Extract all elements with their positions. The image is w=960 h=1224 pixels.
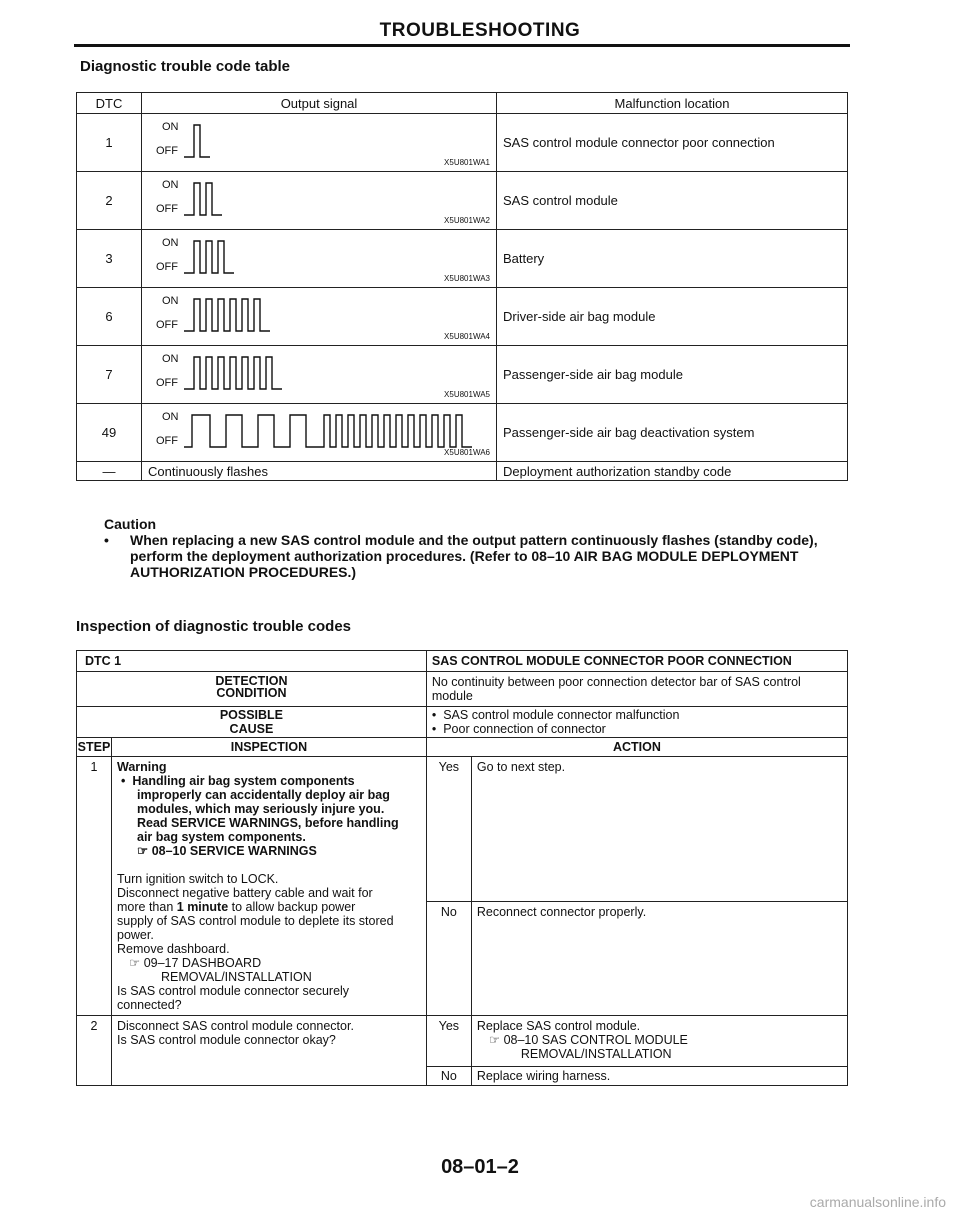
dtc-code: 7	[77, 346, 142, 404]
output-signal-cell	[142, 288, 497, 346]
malfunction-location: Battery	[497, 230, 848, 288]
caution-title: Caution	[104, 516, 157, 532]
malfunction-location: Passenger-side air bag module	[497, 346, 848, 404]
off-label: OFF	[156, 144, 178, 157]
on-label: ON	[162, 120, 179, 133]
inspection-text: Is SAS control module connector securely	[117, 984, 350, 998]
table-row	[77, 288, 848, 346]
table-row	[77, 1016, 848, 1067]
on-label: ON	[162, 352, 179, 365]
on-label: ON	[162, 294, 179, 307]
inspection-text	[117, 900, 421, 914]
figure-code: X5U801WA3	[444, 273, 490, 283]
output-signal-cell	[142, 172, 497, 230]
malfunction-location: SAS control module connector poor connection	[497, 114, 848, 172]
step1-inspection	[112, 757, 427, 1016]
off-label: OFF	[156, 434, 178, 447]
dtc-label: DTC 1	[77, 651, 427, 672]
inspection-text-part: more than	[117, 900, 177, 914]
signal-waveform-icon	[142, 289, 496, 345]
dtc-code: 6	[77, 288, 142, 346]
page-header-title: TROUBLESHOOTING	[379, 20, 581, 41]
inspection-table	[76, 650, 848, 1086]
off-label: OFF	[156, 376, 178, 389]
table-row	[77, 462, 848, 481]
possible-cause-label	[77, 707, 427, 738]
output-signal-cell	[142, 346, 497, 404]
inspection-text: Turn ignition switch to LOCK.	[117, 872, 279, 886]
detection-label-line: DETECTION	[215, 674, 288, 688]
dtc-table-header	[77, 93, 848, 114]
table-row	[77, 672, 848, 707]
inspection-text: connected?	[117, 998, 182, 1012]
warning-text: modules, which may seriously injure you.	[137, 802, 385, 816]
inspection-text-part: to allow backup power	[228, 900, 356, 914]
inspection-text: supply of SAS control module to deplete its stored	[117, 914, 394, 928]
figure-code: X5U801WA5	[444, 389, 490, 399]
step-number: 2	[77, 1016, 112, 1086]
dtc-code: 2	[77, 172, 142, 230]
figure-code: X5U801WA1	[444, 157, 490, 167]
reference-icon: ☞	[137, 844, 149, 858]
signal-waveform-icon	[142, 347, 496, 403]
malfunction-location: Driver-side air bag module	[497, 288, 848, 346]
dtc-code: 1	[77, 114, 142, 172]
warning-text: Read SERVICE WARNINGS, before handling	[137, 816, 399, 830]
dtc-code: —	[77, 462, 142, 481]
reference-link[interactable]: 09–17 DASHBOARD	[143, 956, 262, 970]
action-text: Replace SAS control module.	[476, 1019, 641, 1033]
inspection-text-bold: 1 minute	[176, 900, 229, 914]
step-number: 1	[77, 757, 112, 1016]
table-row	[77, 114, 848, 172]
dtc-table	[76, 92, 848, 481]
dtc-title: SAS CONTROL MODULE CONNECTOR POOR CONNECTION	[426, 651, 847, 672]
caution-block	[104, 516, 844, 580]
bullet-icon: •	[104, 532, 109, 548]
output-signal-cell	[142, 230, 497, 288]
caution-text: When replacing a new SAS control module and the output pattern continuously flashes (standby code), perform the deployment authorization procedures. (Refer to 08–10 AIR BAG MODULE DEPLOYMENT AUTHORIZATION PROCEDURES.)	[130, 532, 818, 580]
yes-label: Yes	[426, 757, 471, 902]
detection-condition-text: No continuity between poor connection detector bar of SAS control module	[426, 672, 847, 707]
reference-link[interactable]: REMOVAL/INSTALLATION	[520, 1047, 672, 1061]
on-label: ON	[162, 410, 179, 423]
table-row	[77, 172, 848, 230]
signal-waveform-icon	[142, 115, 496, 171]
malfunction-location: Deployment authorization standby code	[497, 462, 848, 481]
detection-label-line: CONDITION	[216, 686, 287, 700]
inspection-heading: Inspection of diagnostic trouble codes	[76, 618, 352, 635]
warning-title: Warning	[117, 760, 167, 774]
dtc-code: 3	[77, 230, 142, 288]
reference-link[interactable]: 08–10 SAS CONTROL MODULE	[503, 1033, 688, 1047]
reference-icon: ☞	[129, 956, 141, 970]
warning-text: Handling air bag system components	[132, 774, 355, 788]
table-row	[77, 738, 848, 757]
step2-inspection	[112, 1016, 427, 1086]
reference-icon: ☞	[488, 1033, 501, 1047]
malfunction-location: SAS control module	[497, 172, 848, 230]
watermark: carmanualsonline.info	[809, 1194, 946, 1210]
table-row	[77, 757, 848, 902]
figure-code: X5U801WA6	[444, 447, 490, 457]
figure-code: X5U801WA4	[444, 331, 490, 341]
yes-action: Go to next step.	[471, 757, 847, 902]
detection-condition-label	[77, 672, 427, 707]
yes-action	[471, 1016, 847, 1067]
cause-item: SAS control module connector malfunction	[443, 708, 680, 722]
table-row	[77, 230, 848, 288]
no-action: Replace wiring harness.	[471, 1067, 847, 1086]
header-rule	[74, 44, 850, 47]
page-number: 08–01–2	[441, 1156, 519, 1178]
possible-cause-list	[426, 707, 847, 738]
possible-label-line: CAUSE	[229, 722, 274, 736]
col-malfunction-location: Malfunction location	[497, 93, 848, 114]
inspection-text: Disconnect negative battery cable and wait for	[117, 886, 373, 900]
col-step: STEP	[77, 738, 112, 757]
table-row	[77, 707, 848, 738]
possible-label-line: POSSIBLE	[219, 708, 284, 722]
figure-code: X5U801WA2	[444, 215, 490, 225]
no-label: No	[426, 1067, 471, 1086]
inspection-text: Is SAS control module connector okay?	[117, 1033, 336, 1047]
bullet-icon: •	[121, 774, 126, 788]
signal-waveform-icon	[142, 173, 496, 229]
inspection-text: power.	[117, 928, 154, 942]
col-dtc: DTC	[77, 93, 142, 114]
on-label: ON	[162, 236, 179, 249]
col-output-signal: Output signal	[142, 93, 497, 114]
inspection-text: Disconnect SAS control module connector.	[117, 1019, 354, 1033]
output-signal-cell	[142, 114, 497, 172]
table-row	[77, 651, 848, 672]
malfunction-location: Passenger-side air bag deactivation system	[497, 404, 848, 462]
inspection-text: Remove dashboard.	[117, 942, 230, 956]
output-signal-text: Continuously flashes	[142, 462, 497, 481]
reference-link[interactable]: 08–10 SERVICE WARNINGS	[151, 844, 317, 858]
warning-text: air bag system components.	[137, 830, 306, 844]
table-row	[77, 346, 848, 404]
bullet-icon: •	[431, 708, 437, 722]
dtc-code: 49	[77, 404, 142, 462]
no-action: Reconnect connector properly.	[471, 901, 847, 1015]
signal-waveform-icon	[142, 231, 496, 287]
col-inspection: INSPECTION	[112, 738, 427, 757]
yes-label: Yes	[426, 1016, 471, 1067]
output-signal-cell	[142, 404, 497, 462]
warning-text: improperly can accidentally deploy air bag	[137, 788, 390, 802]
off-label: OFF	[156, 260, 178, 273]
reference-link[interactable]: REMOVAL/INSTALLATION	[161, 970, 312, 984]
off-label: OFF	[156, 202, 178, 215]
bullet-icon: •	[431, 722, 437, 736]
dtc-table-heading: Diagnostic trouble code table	[80, 58, 291, 75]
off-label: OFF	[156, 318, 178, 331]
no-label: No	[426, 901, 471, 1015]
signal-waveform-icon	[142, 405, 496, 461]
table-row	[77, 404, 848, 462]
col-action: ACTION	[426, 738, 847, 757]
on-label: ON	[162, 178, 179, 191]
cause-item: Poor connection of connector	[443, 722, 606, 736]
